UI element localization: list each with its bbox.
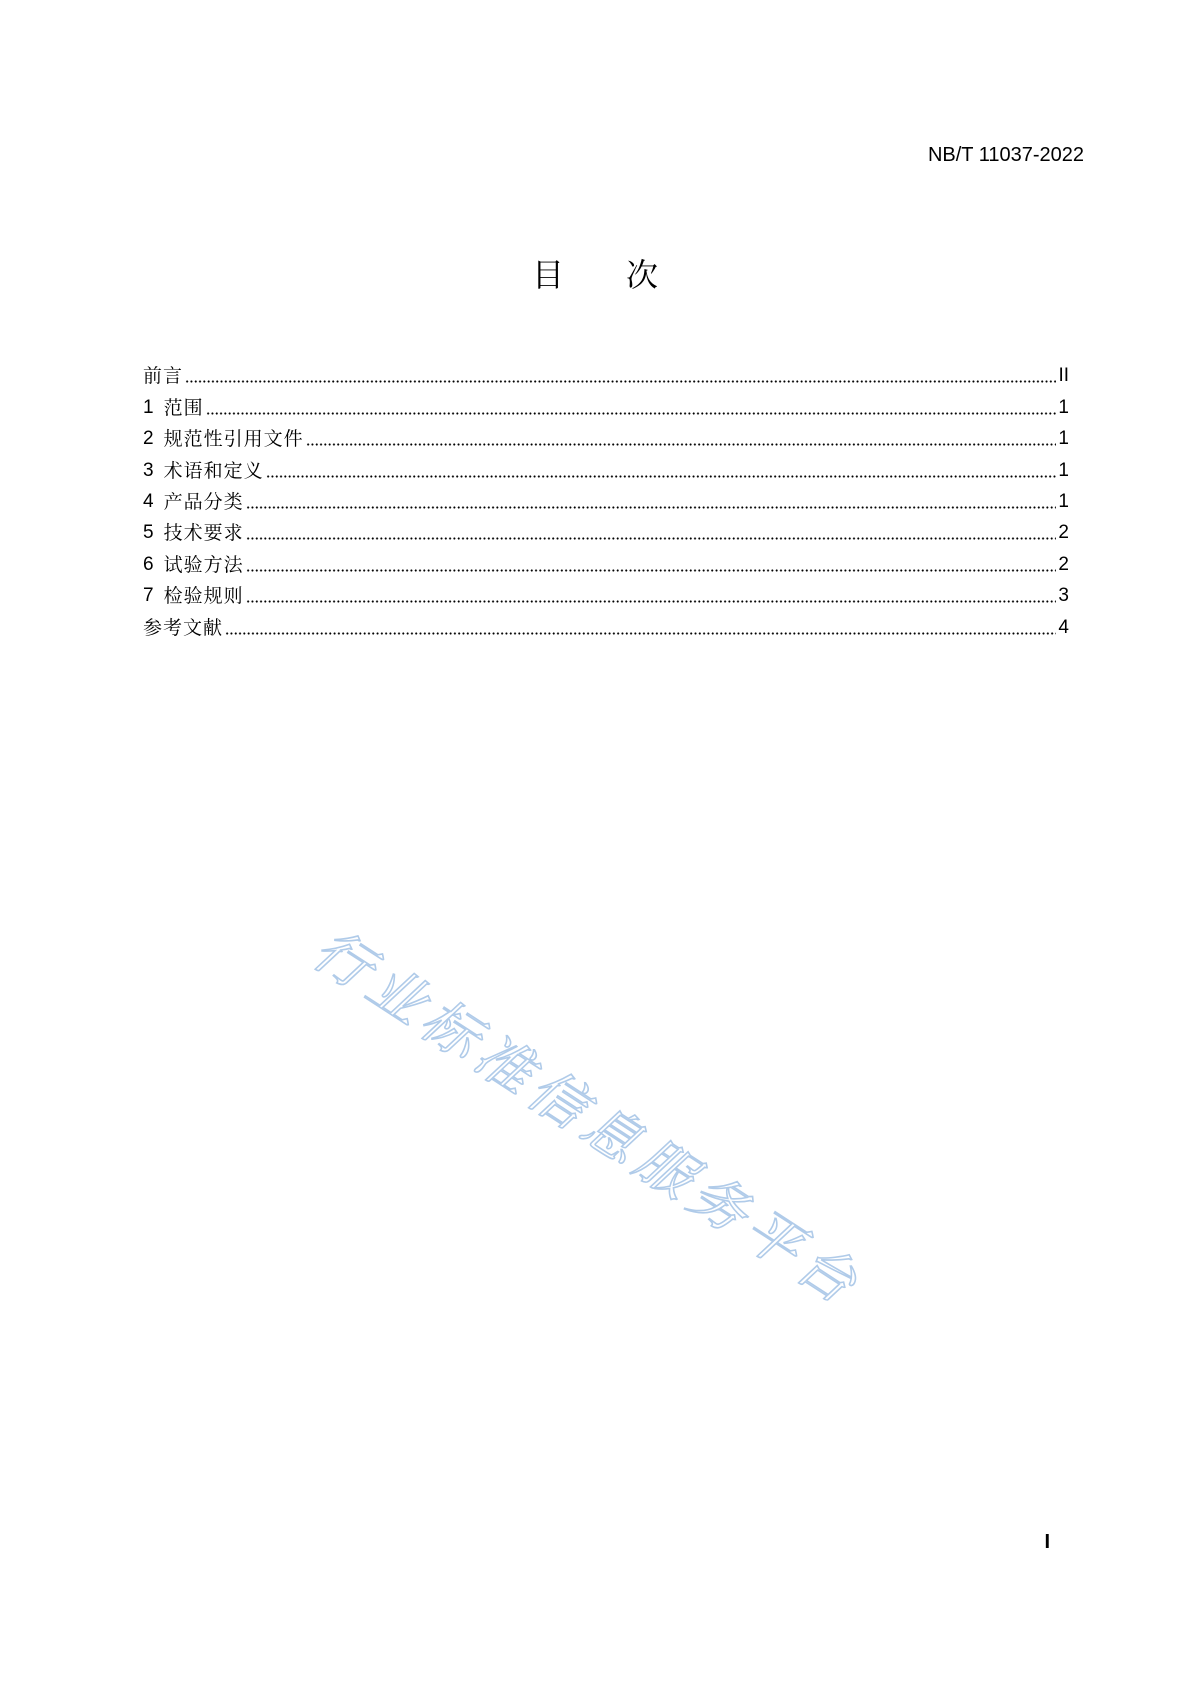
toc-dot-leader (246, 537, 1057, 540)
toc-entry-foreword[interactable] (143, 357, 1069, 388)
toc-dot-leader (246, 569, 1057, 572)
toc-entry-page: 1 (1058, 428, 1069, 450)
toc-entry-number: 4 (143, 490, 154, 512)
toc-entry-scope[interactable] (143, 388, 1069, 419)
toc-entry-number: 3 (143, 459, 154, 481)
watermark: 行业标准信息服务平台 (301, 917, 874, 1321)
toc-entry-page: II (1058, 365, 1069, 387)
toc-entry-label: 试验方法 (163, 553, 244, 576)
toc-entry-label: 检验规则 (163, 585, 244, 608)
toc-entry-page: 2 (1058, 553, 1069, 575)
toc-entry-page: 4 (1058, 616, 1069, 638)
toc-entry-label: 产品分类 (163, 490, 244, 513)
toc-dot-leader (246, 506, 1057, 509)
toc-entry-bibliography[interactable] (143, 608, 1069, 639)
toc-dot-leader (306, 443, 1057, 446)
toc-entry-label: 参考文献 (143, 616, 224, 639)
toc-dot-leader (246, 600, 1057, 603)
toc-entry-number: 1 (143, 396, 154, 418)
toc-dot-leader (266, 475, 1057, 478)
toc-entry-label: 前言 (143, 365, 184, 388)
toc-entry-technical-requirements[interactable] (143, 514, 1069, 545)
toc-entry-number: 7 (143, 585, 154, 607)
toc-dot-leader (185, 380, 1056, 383)
toc-dot-leader (225, 632, 1056, 635)
toc-entry-test-methods[interactable] (143, 545, 1069, 576)
toc-dot-leader (206, 412, 1057, 415)
toc-entry-inspection-rules[interactable] (143, 577, 1069, 608)
toc-entry-label: 范围 (163, 396, 204, 419)
toc-entry-page: 2 (1058, 522, 1069, 544)
toc-entry-page: 1 (1058, 490, 1069, 512)
toc-entry-page: 1 (1058, 459, 1069, 481)
toc-entry-number: 2 (143, 428, 154, 450)
toc-entry-normative-references[interactable] (143, 420, 1069, 451)
toc-entry-page: 1 (1058, 396, 1069, 418)
toc-entry-terms-definitions[interactable] (143, 451, 1069, 482)
table-of-contents (143, 357, 1069, 640)
standard-code: NB/T 11037-2022 (927, 144, 1084, 166)
toc-entry-number: 6 (143, 553, 154, 575)
toc-entry-classification[interactable] (143, 483, 1069, 514)
toc-entry-number: 5 (143, 522, 154, 544)
toc-title: 目次 (531, 256, 720, 294)
toc-entry-label: 技术要求 (163, 522, 244, 545)
toc-entry-page: 3 (1058, 585, 1069, 607)
toc-entry-label: 术语和定义 (163, 459, 264, 482)
toc-entry-label: 规范性引用文件 (163, 428, 304, 451)
page-number: I (1044, 1531, 1050, 1553)
